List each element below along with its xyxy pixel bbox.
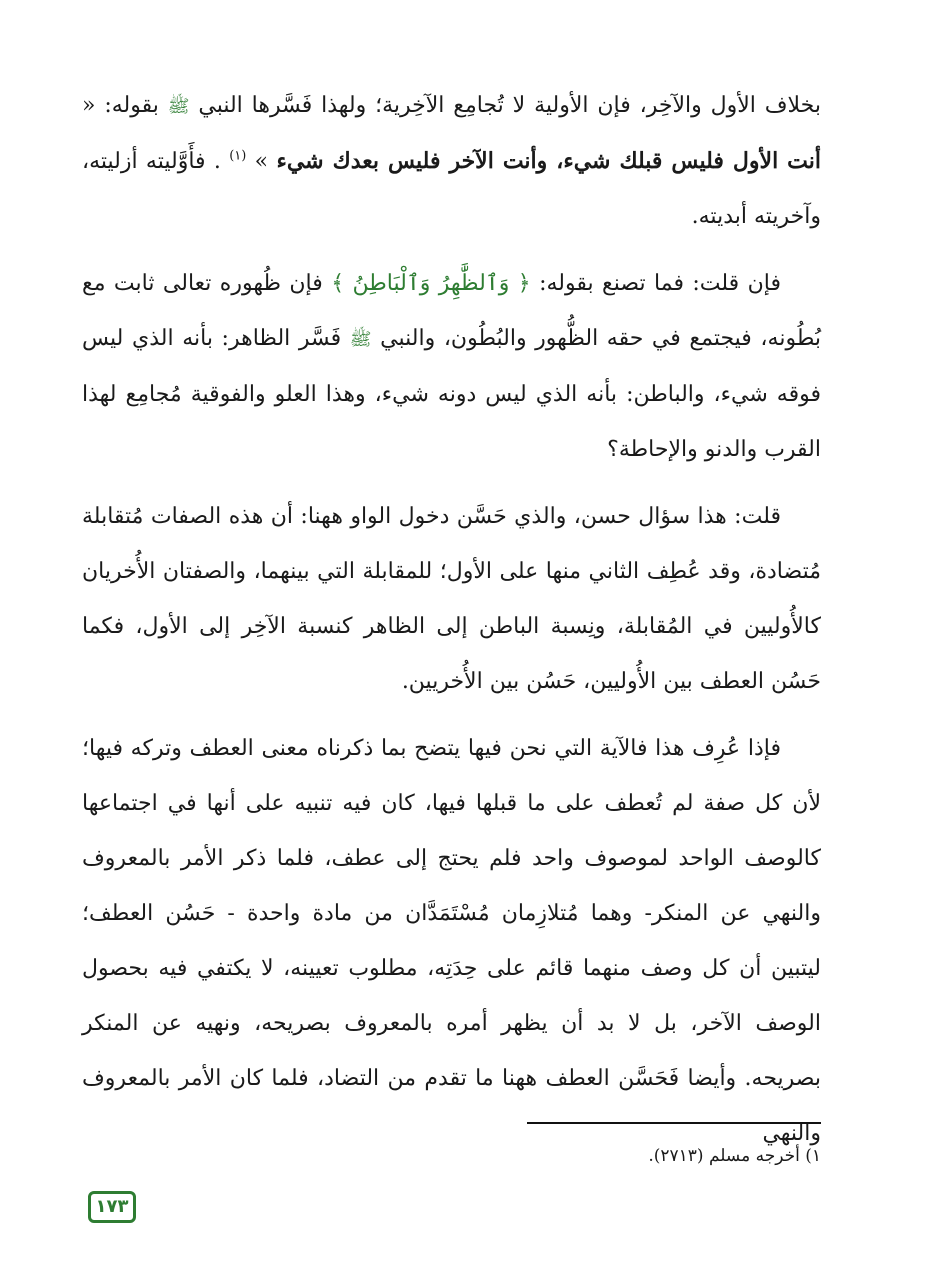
hadith-quote: أنت الأول فليس قبلك شيء، وأنت الآخر فليس بعدك شيء: [276, 148, 821, 174]
text-run: فإن ظُهوره تعالى ثابت مع بُطُونه، فيجتمع في حقه الظُّهور والبُطُون، والنبي: [82, 271, 821, 351]
text-run: فإن قلت: فما تصنع بقوله:: [530, 271, 782, 296]
text-run: »: [254, 149, 269, 174]
footnote-reference[interactable]: (١): [229, 148, 247, 164]
salutation-glyph: ﷺ: [167, 96, 190, 117]
quran-verse: ﴿ وَٱلظَّٰهِرُ وَٱلْبَاطِنُ ﴾: [331, 271, 531, 296]
footnote-divider: [527, 1122, 821, 1124]
page-body: [82, 78, 821, 1161]
paragraph-3: قلت: هذا سؤال حسن، والذي حَسَّن دخول الواو ههنا: أن هذه الصفات مُتقابلة مُتضادة، وقد عُطِف الثاني منها على الأول؛ للمقابلة التي بينهما، والصفتان الأُخريان كالأُوليين في المُقابلة، ونِسبة الباطن إلى الظاهر كنسبة الآخِر إلى الأول، فكما حَسُن العطف بين الأُوليين، حَسُن بين الأُخريين.: [82, 504, 821, 694]
paragraph-4: فإذا عُرِف هذا فالآية التي نحن فيها يتضح بما ذكرناه معنى العطف وتركه فيها؛ لأن كل صفة لم تُعطف على ما قبلها فيها، كان فيه تنبيه على أنها في اجتماعها كالوصف الواحد لموصوف واحد فلم يحتج إلى عطف، فلما ذكر الأمر بالمعروف والنهي عن المنكر- وهما مُتلازِمان مُسْتَمَدَّان من مادة واحدة - حَسُن العطف؛ ليتبين أن كل وصف منهما قائم على حِدَتِه، مطلوب تعيينه، لا يكتفي فيه بحصول الوصف الآخر، بل لا بد أن يظهر أمره بالمعروف بصريحه، ونهيه عن المنكر بصريحه. وأيضا فَحَسَّن العطف ههنا ما تقدم من التضاد، فلما كان الأمر بالمعروف والنهي: [82, 736, 821, 1146]
text-run: فَسَّر الظاهر: بأنه الذي ليس فوقه شيء، والباطن: بأنه الذي ليس دونه شيء، وهذا العلو والفوقية مُجامِع لهذا القرب والدنو والإحاطة؟: [82, 326, 821, 462]
salutation-glyph: ﷺ: [349, 329, 372, 350]
paragraph-1: [82, 78, 821, 244]
footnote: ١) أخرجه مسلم (٢٧١٣).: [648, 1146, 821, 1166]
text-run: بقوله: «: [82, 93, 159, 118]
text-run: . فأَوَّليته أزليته، وآخريته أبديته.: [82, 149, 821, 229]
page-number-badge: ١٧٣: [88, 1191, 136, 1223]
text-run: بخلاف الأول والآخِر، فإن الأولية لا تُجامِع الآخِرية؛ ولهذا فَسَّرها النبي: [198, 93, 821, 118]
paragraph-2: [82, 256, 821, 477]
